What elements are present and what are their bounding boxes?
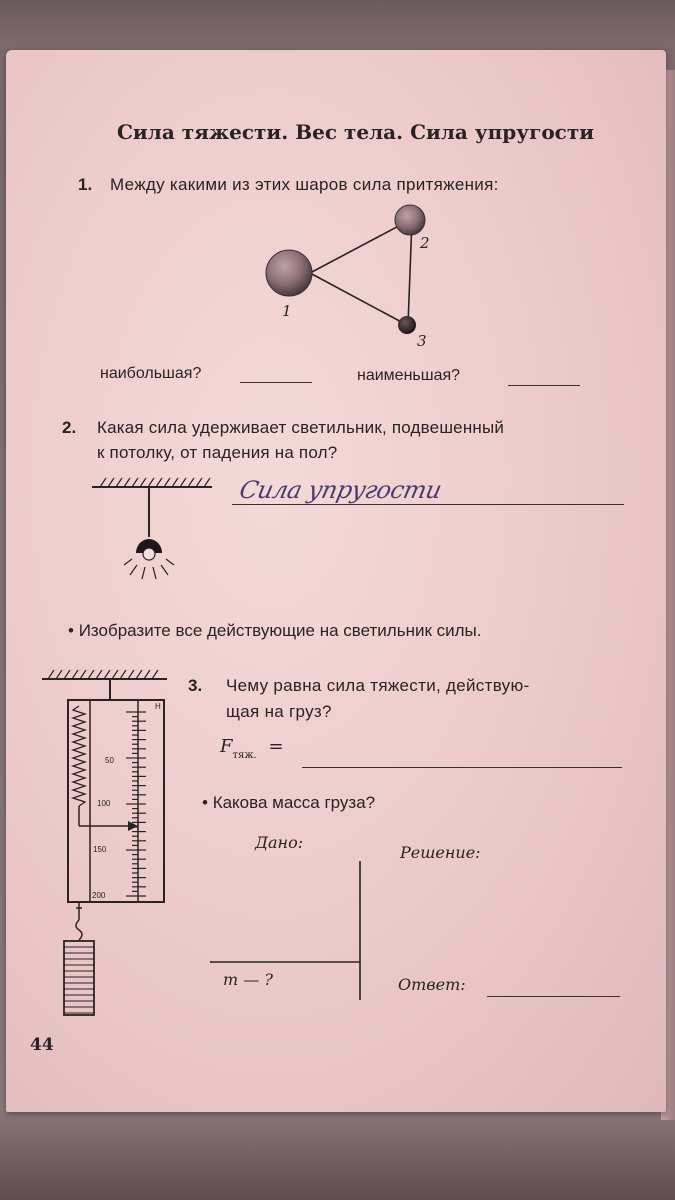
ball-1 bbox=[266, 250, 312, 296]
scale-tick-200: 200 bbox=[92, 891, 106, 900]
page-number: 44 bbox=[30, 1035, 54, 1055]
q3-text-line1: Чему равна сила тяжести, действую- bbox=[226, 676, 530, 695]
least-label: наименьшая? bbox=[357, 367, 461, 384]
scale-tick-150: 150 bbox=[93, 845, 107, 854]
formula-symbol: F bbox=[220, 736, 233, 757]
ball-label-2: 2 bbox=[420, 234, 430, 252]
light-rays bbox=[124, 559, 174, 579]
given-label: Дано: bbox=[255, 833, 304, 852]
formula-equals: = bbox=[268, 736, 284, 757]
q2-task: • Изобразите все действующие на светильник силы. bbox=[68, 621, 482, 640]
greatest-label: наибольшая? bbox=[100, 365, 202, 382]
page-title: Сила тяжести. Вес тела. Сила упругости bbox=[117, 120, 595, 144]
scale-unit: Н bbox=[155, 702, 161, 711]
scale-tick-100: 100 bbox=[97, 799, 111, 808]
line-1-2 bbox=[310, 220, 410, 273]
q2-task-text: Изобразите все действующие на светильник силы. bbox=[78, 621, 482, 640]
ceiling-hatching bbox=[100, 478, 210, 487]
q3-task: • Какова масса груза? bbox=[202, 793, 376, 812]
q2-number: 2. bbox=[62, 418, 77, 437]
ball-3 bbox=[398, 316, 416, 334]
q3-text-line2: щая на груз? bbox=[226, 702, 332, 721]
force-answer-line[interactable] bbox=[302, 767, 622, 768]
q3-number: 3. bbox=[188, 676, 203, 695]
hook bbox=[76, 920, 82, 940]
q1-number: 1. bbox=[78, 175, 93, 194]
scale-tick-50: 50 bbox=[105, 756, 114, 765]
q2-text-line1: Какая сила удерживает светильник, подвешенный bbox=[97, 418, 505, 437]
solution-label: Решение: bbox=[400, 843, 481, 862]
mount-hatching bbox=[48, 670, 158, 679]
unknown-mass: m — ? bbox=[223, 970, 273, 989]
q2-text-line2: к потолку, от падения на пол? bbox=[97, 443, 338, 462]
line-1-3 bbox=[310, 273, 407, 325]
answer-label: Ответ: bbox=[398, 975, 466, 994]
lamp-bulb bbox=[143, 548, 155, 560]
formula-subscript: тяж. bbox=[232, 750, 257, 761]
spring bbox=[73, 706, 85, 806]
line-2-3 bbox=[408, 220, 412, 325]
weight bbox=[64, 941, 94, 1015]
mass-answer-line[interactable] bbox=[487, 996, 620, 997]
ball-label-3: 3 bbox=[417, 332, 427, 350]
dynamometer-diagram bbox=[42, 668, 182, 1023]
ball-label-1: 1 bbox=[282, 302, 292, 320]
scale-ticks bbox=[126, 712, 146, 896]
least-answer-line[interactable] bbox=[508, 385, 580, 386]
q1-text: Между какими из этих шаров сила притяжения: bbox=[110, 175, 499, 194]
q2-answer-line[interactable] bbox=[232, 504, 624, 505]
handwritten-answer: Сила упругости bbox=[237, 476, 444, 504]
lamp-diagram bbox=[92, 475, 217, 585]
greatest-answer-line[interactable] bbox=[240, 382, 312, 383]
ball-2 bbox=[395, 205, 425, 235]
q3-task-text: Какова масса груза? bbox=[212, 793, 376, 812]
force-formula bbox=[220, 736, 284, 761]
